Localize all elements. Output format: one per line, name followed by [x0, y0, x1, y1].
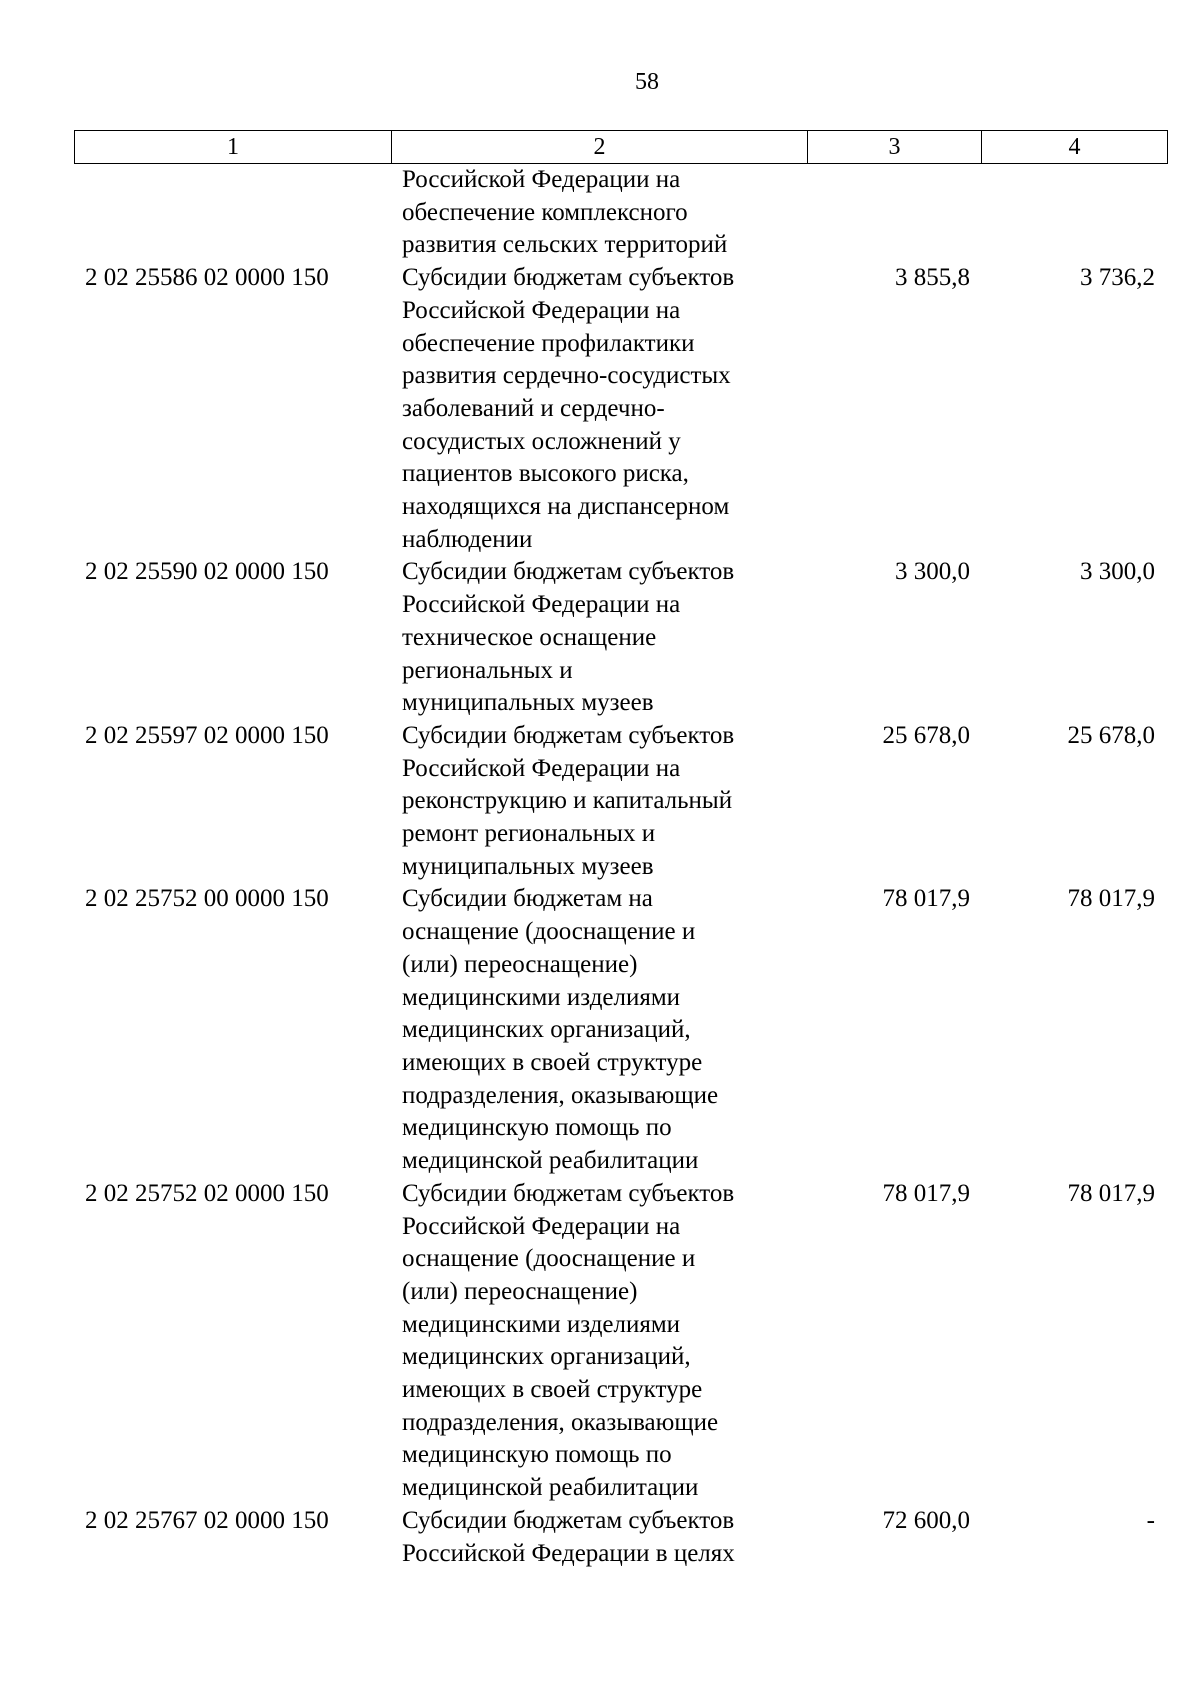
table-row [74, 720, 1168, 884]
row-code: 2 02 25590 02 0000 150 [85, 558, 329, 586]
table-row [74, 262, 1168, 556]
row-value-3: 25 678,0 [882, 721, 970, 749]
table-row-continuation [74, 164, 1168, 262]
row-value-4: 78 017,9 [1067, 1179, 1155, 1207]
row-description: Российской Федерации на обеспечение комплексного развития сельских территорий [402, 166, 728, 259]
row-description: Субсидии бюджетам субъектов Российской Федерации на оснащение (дооснащение и (или) переоснащение) медицинскими изделиями медицинских организаций, имеющих в своей структуре подразделения, оказывающие медицинскую помощь по медицинской реабилитации [402, 1179, 735, 1502]
row-description: Субсидии бюджетам на оснащение (дооснащение и (или) переоснащение) медицинскими изделиями медицинских организаций, имеющих в своей структуре подразделения, оказывающие медицинскую помощь по медицинской реабилитации [402, 885, 719, 1175]
row-value-3: 78 017,9 [882, 885, 970, 913]
table-body [74, 164, 1168, 1570]
row-value-4 [981, 164, 1166, 262]
table-header-row [74, 130, 1168, 164]
row-value-4: 25 678,0 [1067, 721, 1155, 749]
row-value-3: 72 600,0 [882, 1506, 970, 1534]
row-value-4: 3 300,0 [1080, 558, 1155, 586]
header-col-2: 2 [392, 131, 808, 163]
row-value-4: 78 017,9 [1067, 885, 1155, 913]
row-value-3 [807, 164, 981, 262]
table-row [74, 1505, 1168, 1570]
header-col-4: 4 [1068, 134, 1081, 160]
row-description: Субсидии бюджетам субъектов Российской Федерации в целях [402, 1506, 735, 1567]
row-value-3: 3 855,8 [895, 264, 970, 292]
row-code: 2 02 25597 02 0000 150 [85, 721, 329, 749]
row-value-3: 78 017,9 [882, 1179, 970, 1207]
row-description: Субсидии бюджетам субъектов Российской Федерации на реконструкцию и капитальный ремонт региональных и муниципальных музеев [402, 721, 735, 880]
row-value-3: 3 300,0 [895, 558, 970, 586]
header-col-1: 1 [75, 131, 392, 163]
row-code [74, 164, 391, 262]
table-row [74, 556, 1168, 720]
row-description: Субсидии бюджетам субъектов Российской Федерации на техническое оснащение региональных и муниципальных музеев [402, 558, 735, 717]
row-code: 2 02 25586 02 0000 150 [85, 264, 329, 292]
row-code: 2 02 25752 00 0000 150 [85, 885, 329, 913]
table-row [74, 1178, 1168, 1505]
header-col-3: 3 [808, 131, 982, 163]
row-value-4: - [1146, 1506, 1155, 1534]
row-code: 2 02 25752 02 0000 150 [85, 1179, 329, 1207]
row-value-4: 3 736,2 [1080, 264, 1155, 292]
table-row [74, 883, 1168, 1177]
row-description: Субсидии бюджетам субъектов Российской Федерации на обеспечение профилактики развития сердечно-сосудистых заболеваний и сердечно- сосудистых осложнений у пациентов высокого риска, находящихся на диспансерном наблюдении [402, 264, 735, 553]
page-number: 58 [635, 69, 659, 95]
row-code: 2 02 25767 02 0000 150 [85, 1506, 329, 1534]
